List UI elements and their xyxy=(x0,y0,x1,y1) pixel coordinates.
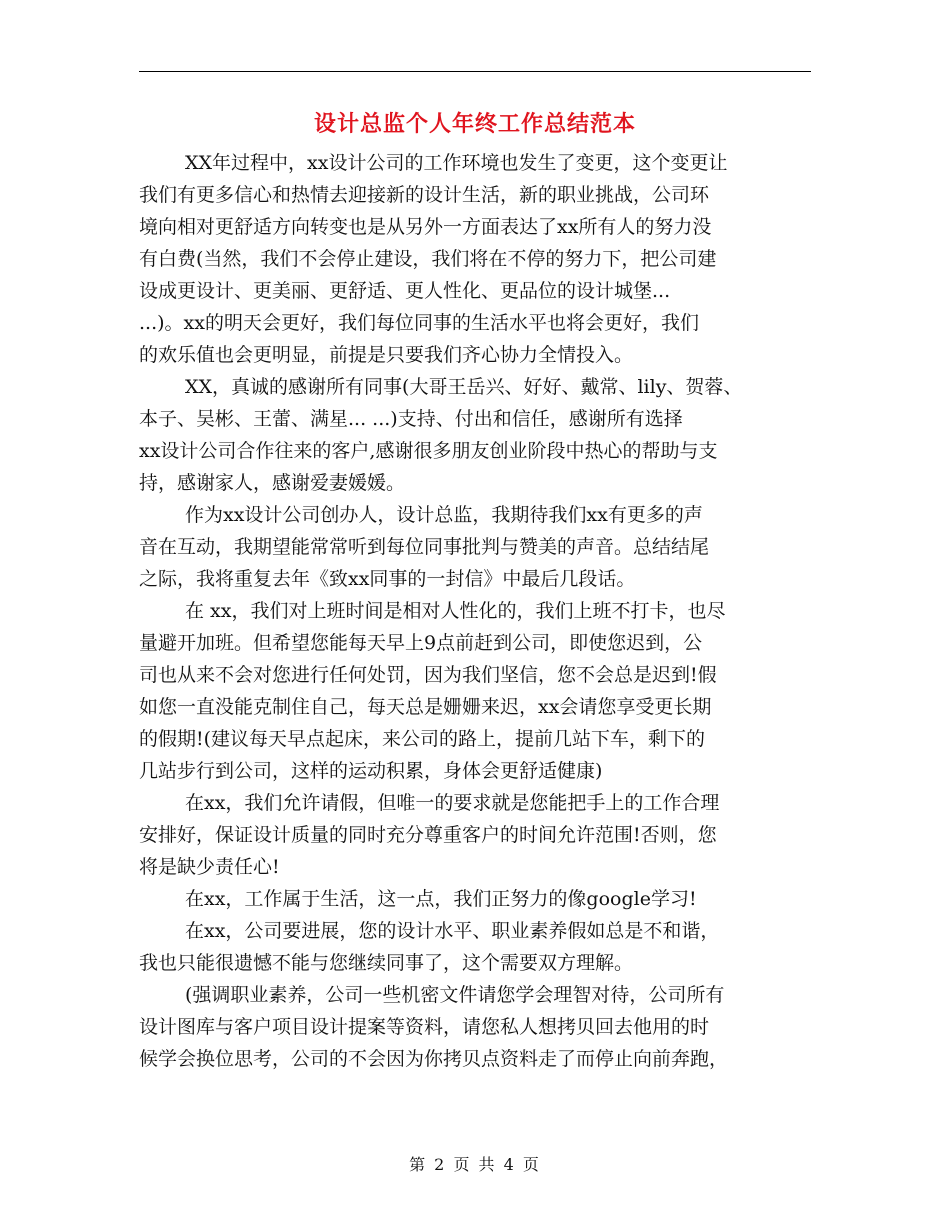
text-line: 将是缺少责任心! xyxy=(139,856,280,878)
header-rule xyxy=(139,71,811,72)
text-line: 我们有更多信心和热情去迎接新的设计生活，新的职业挑战，公司环 xyxy=(139,184,710,206)
text-line: 持，感谢家人，感谢爱妻媛媛。 xyxy=(139,472,406,494)
text-line: 我也只能很遗憾不能与您继续同事了，这个需要双方理解。 xyxy=(139,952,634,974)
text-line: 有白费(当然，我们不会停止建设，我们将在不停的努力下，把公司建 xyxy=(139,248,717,270)
text-line: 在 xx，我们对上班时间是相对人性化的，我们上班不打卡，也尽 xyxy=(185,600,726,622)
text-line: 的假期!(建议每天早点起床，来公司的路上，提前几站下车，剩下的 xyxy=(139,728,706,750)
text-line: 作为xx设计公司创办人，设计总监，我期待我们xx有更多的声 xyxy=(185,504,703,526)
text-line: (强调职业素养，公司一些机密文件请您学会理智对待，公司所有 xyxy=(185,984,725,1006)
text-line: 在xx，工作属于生活，这一点，我们正努力的像google学习! xyxy=(185,888,697,910)
page-footer: 第 2 页 共 4 页 xyxy=(409,1155,541,1174)
text-line: 司也从来不会对您进行任何处罚，因为我们坚信，您不会总是迟到!假 xyxy=(139,664,717,686)
text-line: xx设计公司合作往来的客户,感谢很多朋友创业阶段中热心的帮助与支 xyxy=(139,440,718,462)
document-body xyxy=(139,147,819,1075)
text-line: 候学会换位思考，公司的不会因为你拷贝点资料走了而停止向前奔跑， xyxy=(139,1048,729,1070)
text-line: 安排好，保证设计质量的同时充分尊重客户的时间允许范围!否则，您 xyxy=(139,824,717,846)
text-line: 在xx，公司要进展，您的设计水平、职业素养假如总是不和谐， xyxy=(185,920,720,942)
text-line: ...)。xx的明天会更好，我们每位同事的生活水平也将会更好，我们 xyxy=(139,312,699,334)
text-line: 音在互动，我期望能常常听到每位同事批判与赞美的声音。总结结尾 xyxy=(139,536,710,558)
document-title: 设计总监个人年终工作总结范本 xyxy=(313,112,636,137)
text-line: XX，真诚的感谢所有同事(大哥王岳兴、好好、戴常、lily、贺蓉、 xyxy=(185,376,743,398)
text-line: 几站步行到公司，这样的运动积累，身体会更舒适健康) xyxy=(139,760,603,782)
text-line: 如您一直没能克制住自己，每天总是姗姗来迟，xx会请您享受更长期 xyxy=(139,696,712,718)
text-line: 设计图库与客户项目设计提案等资料，请您私人想拷贝回去他用的时 xyxy=(139,1016,710,1038)
text-line: 本子、吴彬、王蕾、满星... ...)支持、付出和信任，感谢所有选择 xyxy=(139,408,683,430)
text-line: 在xx，我们允许请假，但唯一的要求就是您能把手上的工作合理 xyxy=(185,792,720,814)
text-line: 量避开加班。但希望您能每天早上9点前赶到公司，即使您迟到，公 xyxy=(139,632,703,654)
text-line: 之际，我将重复去年《致xx同事的一封信》中最后几段话。 xyxy=(139,568,636,590)
text-line: 的欢乐值也会更明显，前提是只要我们齐心协力全情投入。 xyxy=(139,344,634,366)
text-line: 境向相对更舒适方向转变也是从另外一方面表达了xx所有人的努力没 xyxy=(139,216,712,238)
text-line: XX年过程中，xx设计公司的工作环境也发生了变更，这个变更让 xyxy=(185,152,728,174)
text-line: 设成更设计、更美丽、更舒适、更人性化、更品位的设计城堡... xyxy=(139,280,671,302)
